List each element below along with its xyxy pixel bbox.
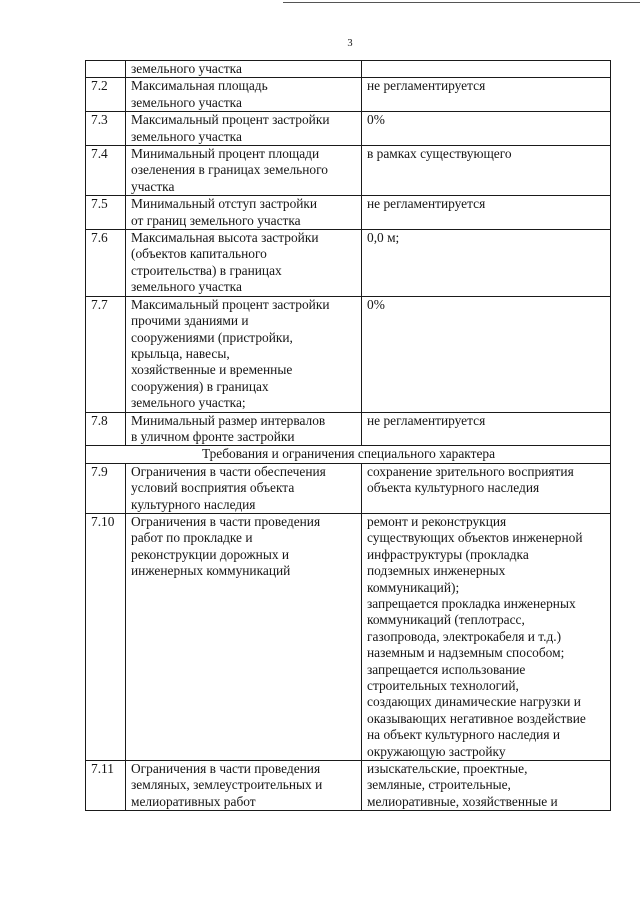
table-row: [86, 146, 611, 196]
row-number: [86, 61, 126, 78]
row-name: [126, 112, 362, 146]
row-value-line: не регламентируется: [367, 78, 486, 94]
row-name-line: прочими зданиями и: [131, 313, 249, 329]
row-name-line: реконструкции дорожных и: [131, 546, 290, 562]
row-value: [362, 463, 611, 513]
row-value-line: сохранение зрительного восприятия: [367, 463, 574, 479]
row-name-line: земляных, землеустроительных и: [131, 777, 323, 793]
row-value: [362, 412, 611, 446]
row-name-line: Ограничения в части проведения: [131, 513, 321, 529]
row-value-line: объекта культурного наследия: [367, 480, 540, 496]
row-name: [126, 230, 362, 297]
row-name-line: (объектов капитального: [131, 246, 267, 262]
row-value: [362, 146, 611, 196]
row-name-line: Максимальный процент застройки: [131, 112, 330, 128]
header-rule: [283, 2, 640, 3]
row-value-line: в рамках существующего: [367, 146, 512, 162]
row-value: [362, 61, 611, 78]
row-value-line: коммуникаций);: [367, 579, 460, 595]
row-number: 7.10: [86, 513, 126, 760]
row-name-line: Ограничения в части проведения: [131, 761, 321, 777]
row-value: [362, 296, 611, 412]
row-name-line: Максимальный процент застройки: [131, 296, 330, 312]
table-row: [86, 463, 611, 513]
row-number: 7.7: [86, 296, 126, 412]
row-name-line: земельного участка: [131, 61, 242, 76]
row-value-line: на объект культурного наследия и: [367, 727, 561, 743]
regulations-table: [85, 60, 611, 811]
row-name-line: земельного участка: [131, 128, 242, 144]
row-value-line: 0%: [367, 112, 385, 128]
table-row-continuation: [86, 61, 611, 78]
row-name: [126, 146, 362, 196]
table-body-regulations: [86, 61, 611, 446]
table-row: [86, 412, 611, 446]
row-value-line: оказывающих негативное воздействие: [367, 710, 586, 726]
table-row: [86, 230, 611, 297]
row-name-line: мелиоративных работ: [131, 793, 256, 809]
row-name-line: озеленения в границах земельного: [131, 162, 328, 178]
table-row: [86, 296, 611, 412]
table-row: [86, 78, 611, 112]
row-value: [362, 230, 611, 297]
row-name: [126, 78, 362, 112]
row-name-line: условий восприятия объекта: [131, 480, 295, 496]
row-value-line: не регламентируется: [367, 196, 486, 212]
row-value-line: создающих динамические нагрузки и: [367, 694, 581, 710]
row-value: [362, 78, 611, 112]
row-number: 7.5: [86, 196, 126, 230]
row-value-line: строительных технологий,: [367, 678, 519, 694]
row-name-line: крыльца, навесы,: [131, 345, 230, 361]
row-name: [126, 196, 362, 230]
page-number: 3: [347, 38, 353, 49]
row-value-line: запрещается прокладка инженерных: [367, 596, 576, 611]
row-number: 7.4: [86, 146, 126, 196]
row-number: 7.11: [86, 761, 126, 811]
row-name-line: земельного участка: [131, 279, 242, 295]
table-row: [86, 112, 611, 146]
row-value-line: мелиоративные, хозяйственные и: [367, 793, 558, 809]
row-name-line: участка: [131, 178, 175, 194]
table-row: [86, 513, 611, 760]
row-value-line: наземным и надземным способом;: [367, 645, 565, 661]
row-name: [126, 761, 362, 811]
row-name-line: Максимальная площадь: [131, 78, 268, 94]
row-value: [362, 112, 611, 146]
table-body-section: [86, 446, 611, 463]
row-name-line: хозяйственные и временные: [131, 362, 293, 378]
row-name-line: сооружения) в границах: [131, 378, 269, 394]
row-name-line: инженерных коммуникаций: [131, 563, 291, 579]
row-name-line: от границ земельного участка: [131, 212, 301, 228]
row-value-line: земляные, строительные,: [367, 777, 511, 793]
row-name-line: Максимальная высота застройки: [131, 230, 319, 246]
row-value-line: газопровода, электрокабеля и т.д.): [367, 628, 562, 644]
row-value-line: ремонт и реконструкция: [367, 513, 507, 529]
row-number: 7.8: [86, 412, 126, 446]
table-row: [86, 196, 611, 230]
row-name-line: Минимальный размер интервалов: [131, 412, 326, 428]
row-name-line: Ограничения в части обеспечения: [131, 463, 326, 479]
row-name: [126, 296, 362, 412]
row-name-line: земельного участка;: [131, 395, 246, 411]
row-name: [126, 412, 362, 446]
row-value-line: коммуникаций (теплотрасс,: [367, 612, 525, 628]
row-name-line: сооружениями (пристройки,: [131, 329, 293, 345]
row-name-line: земельного участка: [131, 94, 242, 110]
row-name-line: культурного наследия: [131, 496, 256, 512]
row-number: 7.9: [86, 463, 126, 513]
row-value: [362, 761, 611, 811]
row-value-line: не регламентируется: [367, 412, 486, 428]
row-name-line: работ по прокладке и: [131, 530, 253, 546]
row-name-line: строительства) в границах: [131, 262, 282, 278]
row-value-line: существующих объектов инженерной: [367, 530, 583, 546]
row-name-line: Минимальный процент площади: [131, 146, 320, 162]
row-value-line: подземных инженерных: [367, 563, 506, 579]
row-value-line: 0,0 м;: [367, 230, 400, 246]
row-name-line: в уличном фронте застройки: [131, 428, 295, 444]
row-name: [126, 513, 362, 760]
row-number: 7.2: [86, 78, 126, 112]
row-name: [126, 61, 362, 78]
row-number: 7.6: [86, 230, 126, 297]
row-value-line: запрещается использование: [367, 661, 526, 677]
row-value: [362, 513, 611, 760]
row-value-line: 0%: [367, 296, 385, 312]
row-number: 7.3: [86, 112, 126, 146]
table-row: [86, 761, 611, 811]
section-header: Требования и ограничения специального характера: [86, 446, 611, 463]
row-name-line: Минимальный отступ застройки: [131, 196, 318, 212]
row-name: [126, 463, 362, 513]
row-value-line: инфраструктуры (прокладка: [367, 546, 529, 562]
row-value-line: изыскательские, проектные,: [367, 761, 528, 777]
table-body-special: [86, 463, 611, 811]
row-value-line: окружающую застройку: [367, 743, 506, 759]
row-value: [362, 196, 611, 230]
section-header-row: [86, 446, 611, 463]
